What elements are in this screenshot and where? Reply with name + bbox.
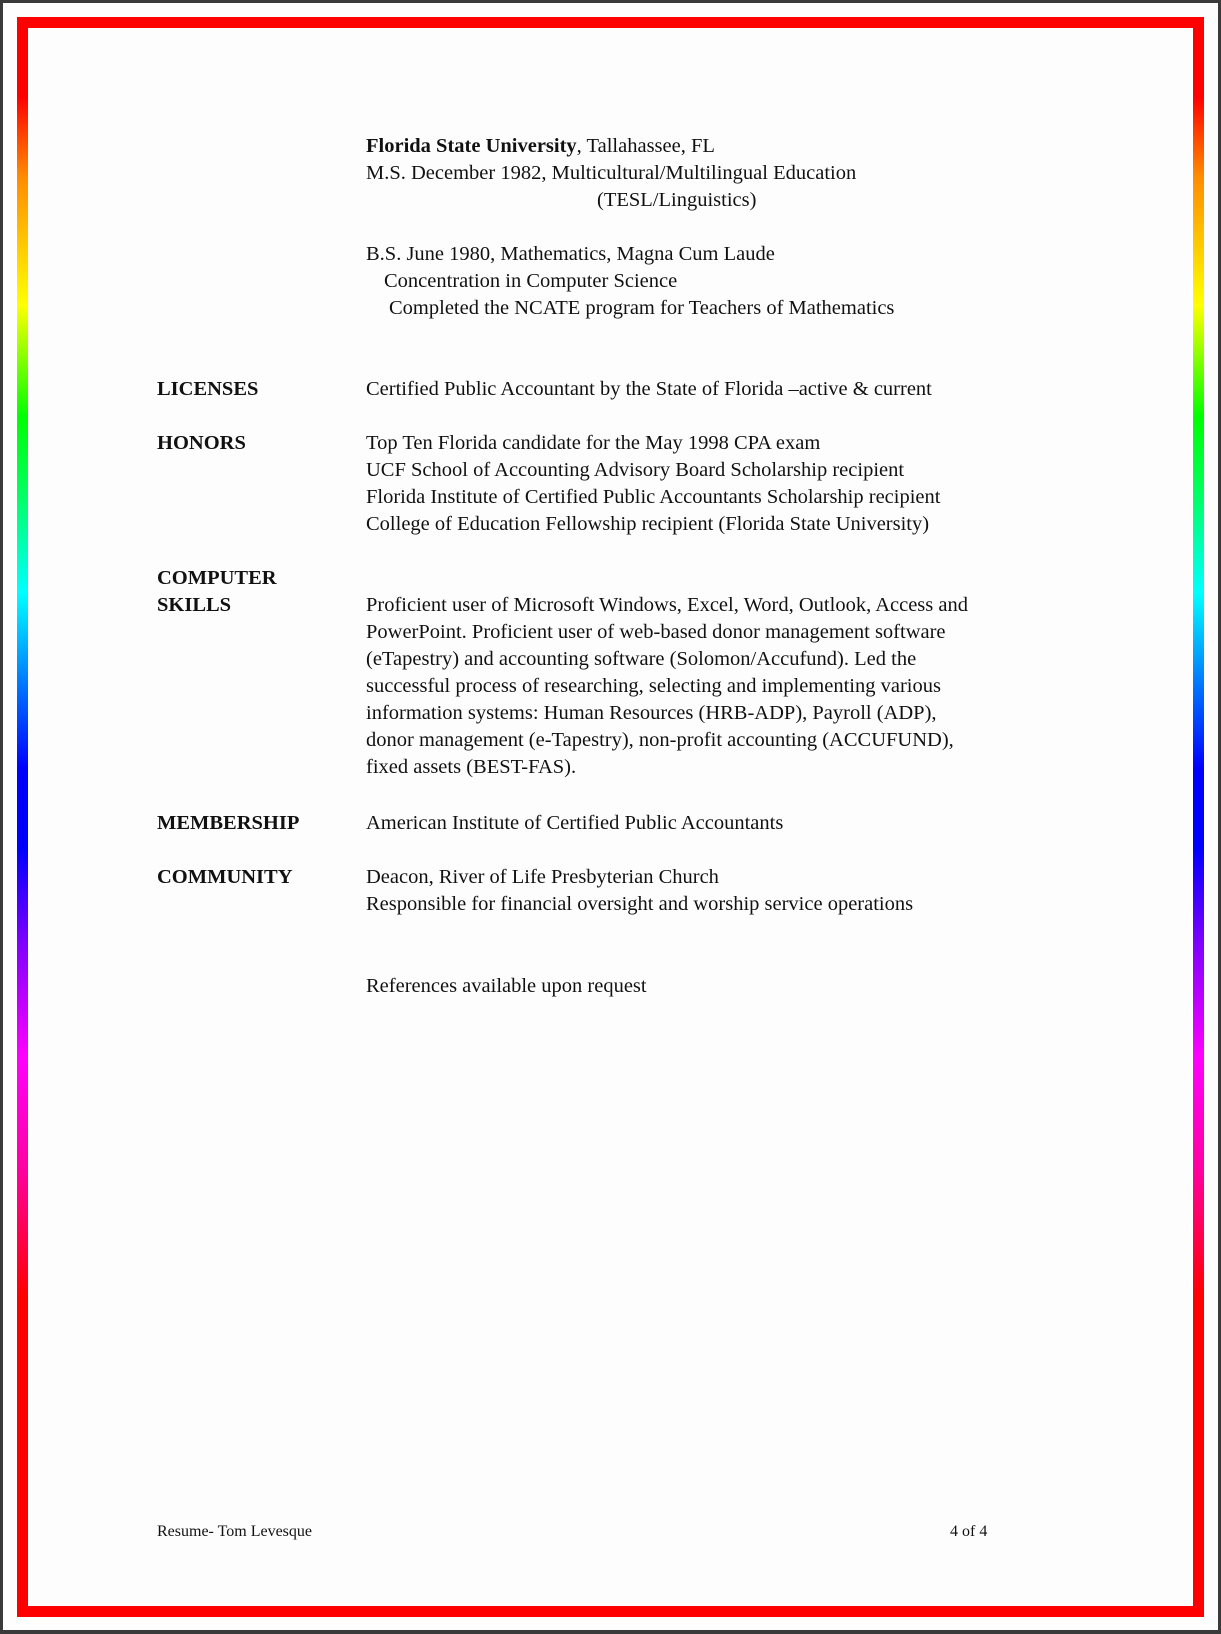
honor-item: Florida Institute of Certified Public Accountants Scholarship recipient [366, 486, 941, 508]
section-heading-community: COMMUNITY [157, 866, 293, 888]
skills-line: donor management (e-Tapestry), non-profit accounting (ACCUFUND), [366, 729, 954, 751]
bs-concentration: Concentration in Computer Science [384, 270, 678, 292]
bs-degree: B.S. June 1980, Mathematics, Magna Cum Laude [366, 243, 775, 265]
skills-line: (eTapestry) and accounting software (Solomon/Accufund). Led the [366, 648, 917, 670]
school-location: , Tallahassee, FL [576, 135, 715, 157]
skills-line: PowerPoint. Proficient user of web-based donor management software [366, 621, 946, 643]
ms-specialty: (TESL/Linguistics) [597, 189, 757, 211]
section-heading-honors: HONORS [157, 432, 246, 454]
references-note: References available upon request [366, 975, 647, 997]
skills-line: Proficient user of Microsoft Windows, Excel, Word, Outlook, Access and [366, 594, 968, 616]
section-heading-computer: COMPUTER [157, 567, 277, 589]
skills-line: information systems: Human Resources (HRB-ADP), Payroll (ADP), [366, 702, 937, 724]
section-heading-membership: MEMBERSHIP [157, 812, 300, 834]
honor-item: Top Ten Florida candidate for the May 1998 CPA exam [366, 432, 821, 454]
footer-document-title: Resume- Tom Levesque [157, 1523, 312, 1540]
footer-page-number: 4 of 4 [950, 1523, 988, 1540]
education-school-line [366, 133, 715, 160]
section-heading-licenses: LICENSES [157, 378, 259, 400]
honor-item: College of Education Fellowship recipient (Florida State University) [366, 513, 930, 535]
license-item: Certified Public Accountant by the State of Florida –active & current [366, 378, 932, 400]
ms-degree: M.S. December 1982, Multicultural/Multilingual Education [366, 162, 857, 184]
community-item: Responsible for financial oversight and worship service operations [366, 893, 914, 915]
school-name: Florida State University [366, 135, 577, 157]
bs-ncate: Completed the NCATE program for Teachers of Mathematics [389, 297, 895, 319]
honor-item: UCF School of Accounting Advisory Board Scholarship recipient [366, 459, 905, 481]
community-item: Deacon, River of Life Presbyterian Church [366, 866, 719, 888]
section-heading-skills: SKILLS [157, 594, 232, 616]
skills-line: successful process of researching, selecting and implementing various [366, 675, 941, 697]
membership-item: American Institute of Certified Public Accountants [366, 812, 784, 834]
skills-line: fixed assets (BEST-FAS). [366, 756, 577, 778]
